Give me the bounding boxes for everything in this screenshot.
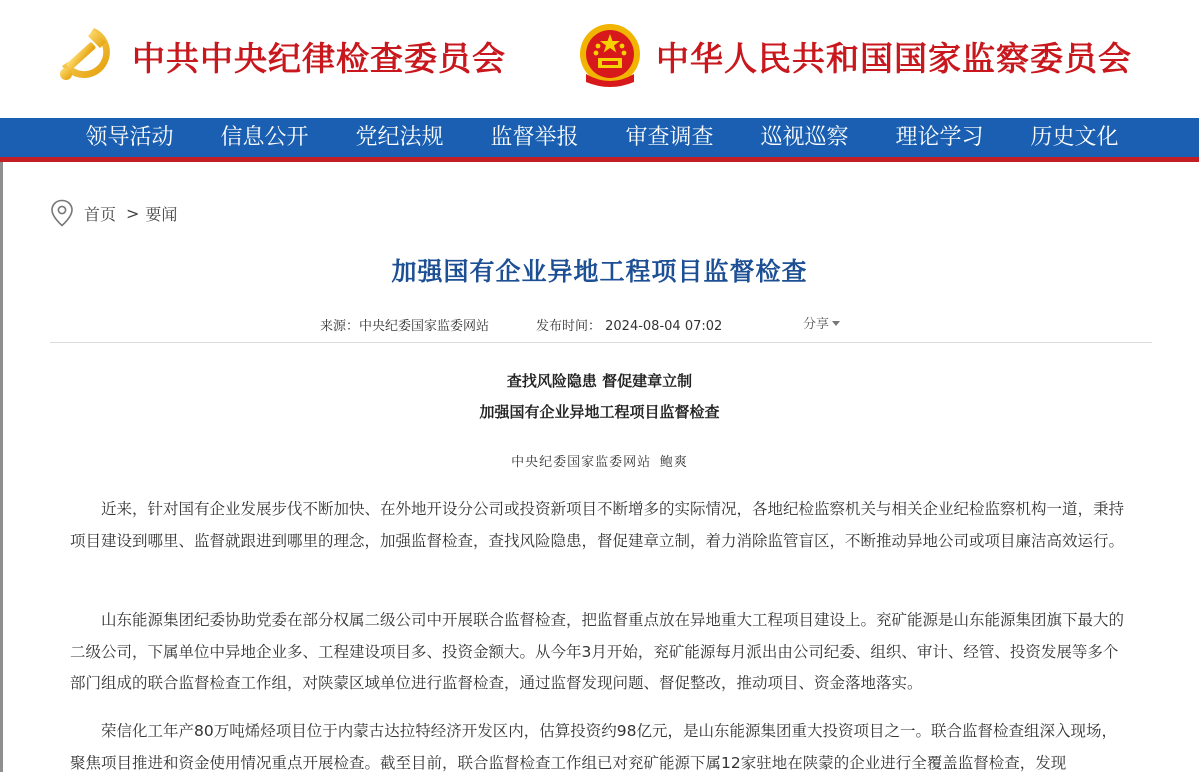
- article-publish-time: 发布时间： 2024-08-04 07:02: [536, 319, 723, 334]
- article-paragraph: 山东能源集团纪委协助党委在部分权属二级公司中开展联合监督检查，把监督重点放在异地重大工程项目建设上。兖矿能源是山东能源集团旗下最大的二级公司，下属单位中异地企业多、工程建设项目多、投资金额大。从今年3月开始，兖矿能源每月派出由公司纪委、组织、审计、经管、投资发展等多个部门组成的联合监督检查工作组，对陕蒙区域单位进行监督检查，通过监督发现问题、督促整改，推动项目、资金落地落实。: [70, 611, 1125, 692]
- article-byline: 中央纪委国家监委网站 鲍爽: [511, 455, 688, 470]
- article-paragraph: 荣信化工年产80万吨烯烃项目位于内蒙古达拉特经济开发区内，估算投资约98亿元，是山东能源集团重大投资项目之一。联合监督检查组深入现场，聚焦项目推进和资金使用情况重点开展检查。截至目前，联合监督检查工作组已对兖矿能源下属12家驻地在陕蒙的企业进行全覆盖监督检查，发现: [70, 722, 1117, 772]
- national-emblem-icon: [578, 22, 642, 90]
- share-button[interactable]: [803, 313, 840, 332]
- article-paragraph: 近来，针对国有企业发展步伐不断加快、在外地开设分公司或投资新项目不断增多的实际情况，各地纪检监察机关与相关企业纪检监察机构一道，秉持项目建设到哪里、监督就跟进到哪里的理念，加强监督检查，查找风险隐患，督促建章立制，着力消除监管盲区，不断推动异地公司或项目廉洁高效运行。: [70, 500, 1125, 550]
- caret-down-icon: [832, 321, 840, 326]
- ccdi-title: 中共中央纪律检查委员会: [132, 38, 506, 78]
- nav-item-history[interactable]: 历史文化: [1030, 125, 1119, 150]
- nav-item-report[interactable]: 监督举报: [490, 125, 579, 150]
- breadcrumb-current[interactable]: 要闻: [145, 204, 178, 224]
- article-subhead-2: 加强国有企业异地工程项目监督检查: [479, 403, 720, 421]
- nav-item-investigation[interactable]: 审查调查: [625, 125, 714, 150]
- title-divider: [50, 342, 1152, 343]
- main-nav: [0, 118, 1199, 162]
- brand-cpc-ccdi[interactable]: [54, 16, 506, 96]
- article-meta: [0, 313, 1199, 333]
- article-source: 来源：中央纪委国家监委网站: [320, 319, 490, 334]
- nav-item-leadership[interactable]: 领导活动: [85, 125, 174, 150]
- article-subhead-1: 查找风险隐患 督促建章立制: [506, 372, 693, 390]
- brand-nsc[interactable]: [578, 16, 1132, 96]
- masthead: [0, 0, 1199, 118]
- breadcrumb: [50, 199, 177, 227]
- nav-item-party-rules[interactable]: 党纪法规: [355, 125, 444, 150]
- party-emblem-icon: [54, 22, 118, 90]
- breadcrumb-home[interactable]: 首页: [84, 204, 117, 224]
- nsc-title: 中华人民共和国国家监察委员会: [656, 38, 1132, 78]
- article-title: 加强国有企业异地工程项目监督检查: [391, 257, 808, 286]
- nav-item-inspection[interactable]: 巡视巡察: [760, 125, 849, 150]
- location-pin-icon: [50, 199, 74, 227]
- nav-item-info-disclosure[interactable]: 信息公开: [220, 125, 309, 150]
- nav-list: [62, 118, 1142, 157]
- nav-item-theory[interactable]: 理论学习: [895, 125, 984, 150]
- share-label: 分享: [803, 317, 830, 332]
- breadcrumb-separator: >: [126, 203, 140, 223]
